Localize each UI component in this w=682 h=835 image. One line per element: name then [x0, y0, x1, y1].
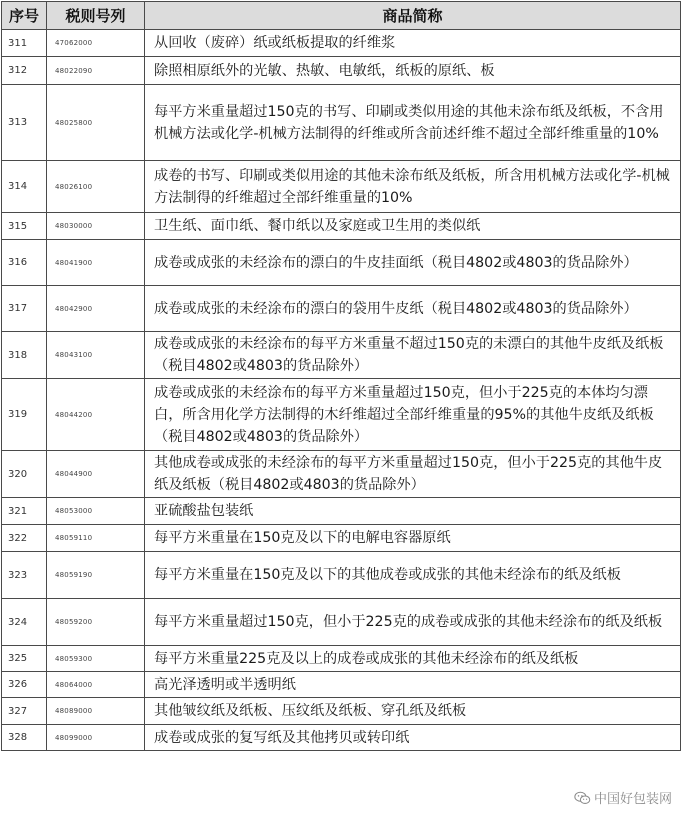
table-row — [2, 599, 681, 646]
table-row — [2, 725, 681, 751]
table-row — [2, 30, 681, 57]
row-code: 48099000 — [47, 725, 145, 751]
header-seq: 序号 — [2, 2, 47, 30]
row-seq: 327 — [2, 698, 47, 725]
row-code: 48089000 — [47, 698, 145, 725]
row-seq: 320 — [2, 451, 47, 498]
row-seq: 326 — [2, 672, 47, 698]
row-code: 48064000 — [47, 672, 145, 698]
table-row — [2, 379, 681, 451]
row-code: 48053000 — [47, 498, 145, 525]
row-code: 48025800 — [47, 85, 145, 161]
table-row — [2, 451, 681, 498]
table-row — [2, 552, 681, 599]
table-row — [2, 161, 681, 213]
row-seq: 318 — [2, 332, 47, 379]
row-seq: 316 — [2, 240, 47, 286]
tariff-table — [1, 1, 681, 751]
row-name: 每平方米重量在150克及以下的电解电容器原纸 — [145, 525, 681, 552]
row-name: 高光泽透明或半透明纸 — [145, 672, 681, 698]
row-seq: 311 — [2, 30, 47, 57]
wechat-icon — [574, 791, 591, 805]
watermark-text: 中国好包装网 — [593, 792, 672, 807]
table-row — [2, 646, 681, 672]
row-name: 每平方米重量225克及以上的成卷或成张的其他未经涂布的纸及纸板 — [145, 646, 681, 672]
row-name: 成卷或成张的未经涂布的漂白的袋用牛皮纸（税目4802或4803的货品除外） — [145, 286, 681, 332]
row-seq: 323 — [2, 552, 47, 599]
row-name: 卫生纸、面巾纸、餐巾纸以及家庭或卫生用的类似纸 — [145, 213, 681, 240]
row-code: 48059200 — [47, 599, 145, 646]
row-seq: 325 — [2, 646, 47, 672]
row-name: 成卷的书写、印刷或类似用途的其他未涂布纸及纸板，所含用机械方法或化学-机械方法制得的纤维超过全部纤维重量的10% — [145, 161, 681, 213]
table-row — [2, 498, 681, 525]
table-row — [2, 57, 681, 85]
row-name: 成卷或成张的未经涂布的每平方米重量不超过150克的未漂白的其他牛皮纸及纸板（税目4802或4803的货品除外） — [145, 332, 681, 379]
row-seq: 319 — [2, 379, 47, 451]
row-name: 除照相原纸外的光敏、热敏、电敏纸，纸板的原纸、板 — [145, 57, 681, 85]
row-code: 48059110 — [47, 525, 145, 552]
row-name: 每平方米重量超过150克的书写、印刷或类似用途的其他未涂布纸及纸板，不含用机械方法或化学-机械方法制得的纤维或所含前述纤维不超过全部纤维重量的10% — [145, 85, 681, 161]
row-seq: 321 — [2, 498, 47, 525]
table-row — [2, 525, 681, 552]
table-row — [2, 332, 681, 379]
row-code: 48026100 — [47, 161, 145, 213]
table-row — [2, 240, 681, 286]
row-seq: 315 — [2, 213, 47, 240]
row-code: 48042900 — [47, 286, 145, 332]
header-name: 商品简称 — [145, 2, 681, 30]
row-name: 成卷或成张的未经涂布的漂白的牛皮挂面纸（税目4802或4803的货品除外） — [145, 240, 681, 286]
row-code: 48044200 — [47, 379, 145, 451]
row-name: 每平方米重量在150克及以下的其他成卷或成张的其他未经涂布的纸及纸板 — [145, 552, 681, 599]
row-seq: 328 — [2, 725, 47, 751]
row-name: 从回收（废碎）纸或纸板提取的纤维浆 — [145, 30, 681, 57]
table-row — [2, 698, 681, 725]
header-row — [2, 2, 681, 30]
row-code: 48043100 — [47, 332, 145, 379]
table-row — [2, 85, 681, 161]
row-name: 亚硫酸盐包装纸 — [145, 498, 681, 525]
row-code: 48044900 — [47, 451, 145, 498]
row-seq: 324 — [2, 599, 47, 646]
row-code: 47062000 — [47, 30, 145, 57]
row-seq: 322 — [2, 525, 47, 552]
row-code: 48059190 — [47, 552, 145, 599]
watermark — [574, 788, 672, 807]
table-row — [2, 213, 681, 240]
row-code: 48022090 — [47, 57, 145, 85]
row-code: 48059300 — [47, 646, 145, 672]
row-name: 成卷或成张的复写纸及其他拷贝或转印纸 — [145, 725, 681, 751]
row-seq: 313 — [2, 85, 47, 161]
table-row — [2, 672, 681, 698]
row-code: 48041900 — [47, 240, 145, 286]
row-name: 每平方米重量超过150克，但小于225克的成卷或成张的其他未经涂布的纸及纸板 — [145, 599, 681, 646]
row-seq: 314 — [2, 161, 47, 213]
row-code: 48030000 — [47, 213, 145, 240]
row-name: 其他成卷或成张的未经涂布的每平方米重量超过150克，但小于225克的其他牛皮纸及纸板（税目4802或4803的货品除外） — [145, 451, 681, 498]
row-seq: 312 — [2, 57, 47, 85]
header-code: 税则号列 — [47, 2, 145, 30]
table-row — [2, 286, 681, 332]
row-name: 成卷或成张的未经涂布的每平方米重量超过150克，但小于225克的本体均匀漂白，所含用化学方法制得的木纤维超过全部纤维重量的95%的其他牛皮纸及纸板（税目4802或4803的货品除外） — [145, 379, 681, 451]
row-name: 其他皱纹纸及纸板、压纹纸及纸板、穿孔纸及纸板 — [145, 698, 681, 725]
row-seq: 317 — [2, 286, 47, 332]
